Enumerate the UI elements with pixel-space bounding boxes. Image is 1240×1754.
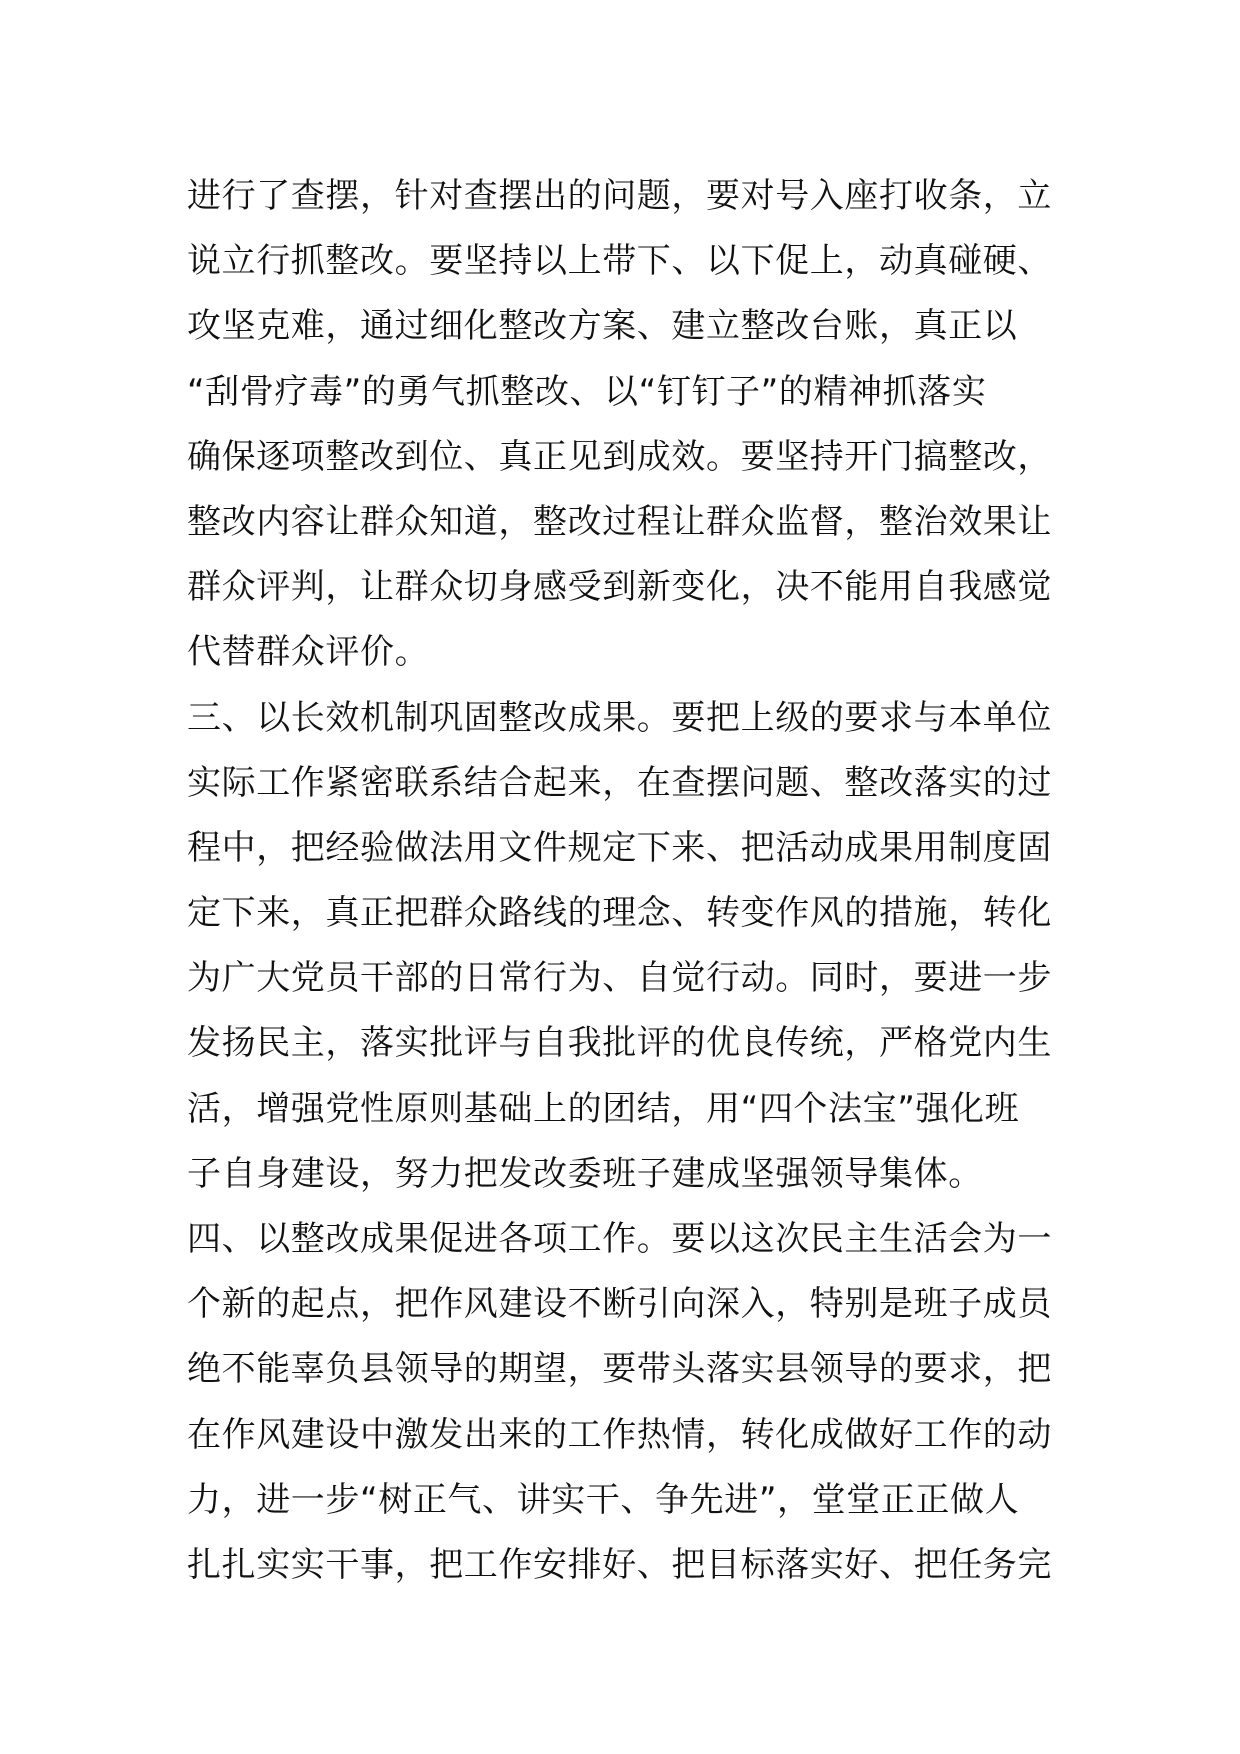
text-line: 进行了查摆，针对查摆出的问题，要对号入座打收条，立: [187, 176, 1052, 216]
text-line: 说立行抓整改。要坚持以上带下、以下促上，动真碰硬、: [187, 241, 1052, 282]
document-body: [187, 164, 1062, 1598]
text-line: 扎扎实实干事，把工作安排好、把目标落实好、把任务完: [187, 1544, 1052, 1585]
text-line: 程中，把经验做法用文件规定下来、把活动成果用制度固: [187, 827, 1052, 868]
text-line: 绝不能辜负县领导的期望，要带头落实县领导的要求，把: [187, 1349, 1052, 1390]
text-line: 为广大党员干部的日常行为、自觉行动。同时，要进一步: [187, 958, 1052, 999]
text-line: 攻坚克难，通过细化整改方案、建立整改台账，真正以: [187, 306, 1018, 347]
text-line: 活，增强党性原则基础上的团结，用“四个法宝”强化班: [187, 1088, 1020, 1129]
text-line: 发扬民主，落实批评与自我批评的优良传统，严格党内生: [187, 1023, 1052, 1064]
text-line: 在作风建设中激发出来的工作热情，转化成做好工作的动: [187, 1414, 1052, 1455]
text-line: 代替群众评价。: [187, 632, 430, 673]
section-heading-line: 四、以整改成果促进各项工作。要以这次民主生活会为一: [187, 1219, 1052, 1259]
text-line: 群众评判，让群众切身感受到新变化，决不能用自我感觉: [187, 567, 1052, 608]
text-line: 子自身建设，努力把发改委班子建成坚强领导集体。: [187, 1153, 983, 1194]
text-line: 力，进一步“树正气、讲实干、争先进”，堂堂正正做人: [187, 1479, 1020, 1520]
text-line: 个新的起点，把作风建设不断引向深入，特别是班子成员: [187, 1284, 1052, 1325]
text-line: 实际工作紧密联系结合起来，在查摆问题、整改落实的过: [187, 762, 1052, 803]
text-line: 整改内容让群众知道，整改过程让群众监督，整治效果让: [187, 501, 1052, 542]
text-line: 确保逐项整改到位、真正见到成效。要坚持开门搞整改，: [187, 436, 1052, 477]
text-line: 定下来，真正把群众路线的理念、转变作风的措施，转化: [187, 893, 1052, 934]
section-heading-line: 三、以长效机制巩固整改成果。要把上级的要求与本单位: [187, 697, 1052, 738]
text-line: “刮骨疗毒”的勇气抓整改、以“钉钉子”的精神抓落实: [187, 371, 987, 412]
